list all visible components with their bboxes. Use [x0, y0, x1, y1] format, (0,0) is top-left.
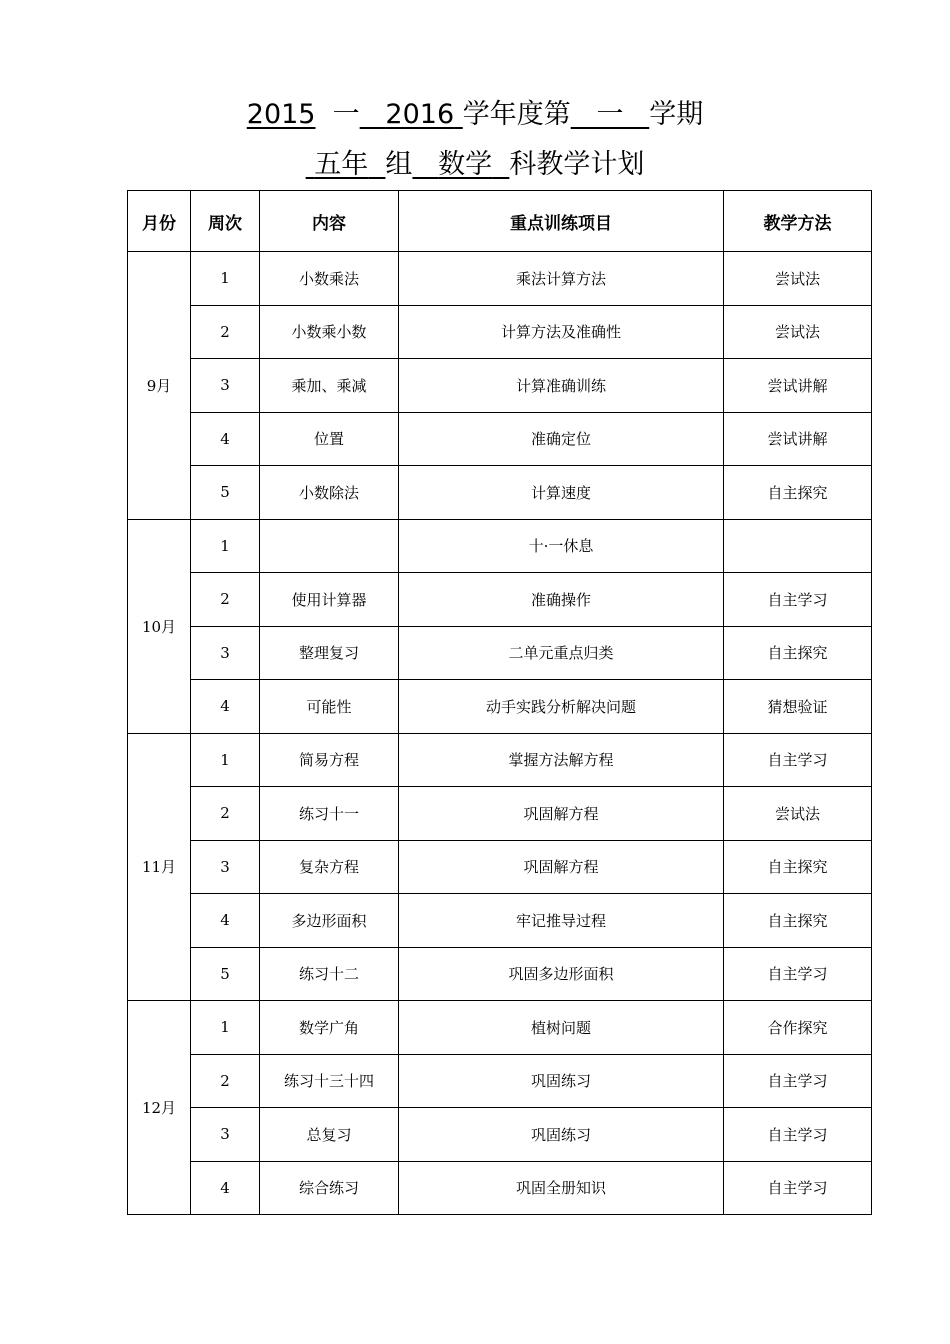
table-row	[128, 412, 872, 466]
title-line-1	[0, 98, 950, 132]
content-cell: 可能性	[260, 680, 399, 734]
focus-cell: 掌握方法解方程	[399, 733, 724, 787]
focus-cell: 计算速度	[399, 466, 724, 520]
method-cell: 猜想验证	[724, 680, 872, 734]
method-cell: 合作探究	[724, 1001, 872, 1055]
table-row	[128, 626, 872, 680]
focus-cell: 准确操作	[399, 573, 724, 627]
table-row	[128, 1001, 872, 1055]
plan-label: 科教学计划	[509, 149, 645, 180]
method-cell: 尝试讲解	[724, 359, 872, 413]
teaching-plan-table	[127, 190, 872, 1215]
content-cell: 位置	[260, 412, 399, 466]
table-body	[128, 252, 872, 1215]
week-cell: 4	[191, 1161, 260, 1215]
method-cell: 自主学习	[724, 1108, 872, 1162]
content-cell: 练习十三十四	[260, 1054, 399, 1108]
content-cell: 小数乘小数	[260, 305, 399, 359]
content-cell: 综合练习	[260, 1161, 399, 1215]
week-cell: 4	[191, 680, 260, 734]
week-cell: 4	[191, 412, 260, 466]
content-cell: 简易方程	[260, 733, 399, 787]
focus-cell: 动手实践分析解决问题	[399, 680, 724, 734]
content-cell: 练习十一	[260, 787, 399, 841]
table-row	[128, 947, 872, 1001]
month-cell: 12月	[128, 1001, 191, 1215]
table-row	[128, 1054, 872, 1108]
table-row	[128, 1108, 872, 1162]
table-row	[128, 573, 872, 627]
table-header-row	[128, 191, 872, 252]
term-field	[571, 99, 650, 130]
method-cell: 自主学习	[724, 733, 872, 787]
week-cell: 1	[191, 252, 260, 306]
week-cell: 2	[191, 1054, 260, 1108]
week-cell: 1	[191, 1001, 260, 1055]
method-cell: 自主学习	[724, 1161, 872, 1215]
week-cell: 3	[191, 359, 260, 413]
focus-cell: 牢记推导过程	[399, 894, 724, 948]
content-cell: 乘加、乘减	[260, 359, 399, 413]
grade-field	[306, 149, 386, 180]
content-cell: 总复习	[260, 1108, 399, 1162]
method-cell: 尝试法	[724, 252, 872, 306]
month-cell: 9月	[128, 252, 191, 520]
content-cell: 使用计算器	[260, 573, 399, 627]
focus-cell: 准确定位	[399, 412, 724, 466]
method-cell: 尝试讲解	[724, 412, 872, 466]
term-label: 学期	[649, 99, 704, 130]
content-cell: 复杂方程	[260, 840, 399, 894]
grade: 五年	[314, 149, 369, 180]
header-content: 内容	[260, 191, 399, 252]
focus-cell: 十·一休息	[399, 519, 724, 573]
focus-cell: 巩固练习	[399, 1108, 724, 1162]
table-row	[128, 733, 872, 787]
focus-cell: 巩固练习	[399, 1054, 724, 1108]
focus-cell: 二单元重点归类	[399, 626, 724, 680]
table-row	[128, 680, 872, 734]
week-cell: 5	[191, 947, 260, 1001]
table-row	[128, 519, 872, 573]
focus-cell: 乘法计算方法	[399, 252, 724, 306]
method-cell: 自主学习	[724, 947, 872, 1001]
content-cell: 练习十二	[260, 947, 399, 1001]
content-cell: 小数除法	[260, 466, 399, 520]
method-cell: 自主探究	[724, 894, 872, 948]
focus-cell: 计算方法及准确性	[399, 305, 724, 359]
method-cell: 自主探究	[724, 840, 872, 894]
method-cell	[724, 519, 872, 573]
week-cell: 3	[191, 840, 260, 894]
week-cell: 3	[191, 626, 260, 680]
table-row	[128, 252, 872, 306]
table-row	[128, 1161, 872, 1215]
method-cell: 自主探究	[724, 466, 872, 520]
header-month: 月份	[128, 191, 191, 252]
table-row	[128, 894, 872, 948]
week-cell: 4	[191, 894, 260, 948]
week-cell: 2	[191, 787, 260, 841]
year-start: 2015	[246, 99, 316, 130]
subject-field	[412, 149, 509, 180]
year-end-field	[360, 99, 463, 130]
content-cell: 多边形面积	[260, 894, 399, 948]
focus-cell: 植树问题	[399, 1001, 724, 1055]
week-cell: 1	[191, 733, 260, 787]
week-cell: 3	[191, 1108, 260, 1162]
term: 一	[596, 99, 624, 130]
method-cell: 自主学习	[724, 573, 872, 627]
method-cell: 自主学习	[724, 1054, 872, 1108]
focus-cell: 计算准确训练	[399, 359, 724, 413]
month-cell: 10月	[128, 519, 191, 733]
content-cell	[260, 519, 399, 573]
subject: 数学	[438, 149, 493, 180]
method-cell: 尝试法	[724, 305, 872, 359]
focus-cell: 巩固多边形面积	[399, 947, 724, 1001]
group-label: 组	[385, 149, 413, 180]
focus-cell: 巩固解方程	[399, 840, 724, 894]
header-week: 周次	[191, 191, 260, 252]
table-row	[128, 466, 872, 520]
title-line-2	[0, 148, 950, 182]
week-cell: 5	[191, 466, 260, 520]
content-cell: 数学广角	[260, 1001, 399, 1055]
table-row	[128, 787, 872, 841]
method-cell: 尝试法	[724, 787, 872, 841]
table-row	[128, 359, 872, 413]
header-focus: 重点训练项目	[399, 191, 724, 252]
table-row	[128, 840, 872, 894]
week-cell: 1	[191, 519, 260, 573]
content-cell: 小数乘法	[260, 252, 399, 306]
week-cell: 2	[191, 305, 260, 359]
focus-cell: 巩固解方程	[399, 787, 724, 841]
method-cell: 自主探究	[724, 626, 872, 680]
year-dash: 一	[332, 99, 360, 130]
focus-cell: 巩固全册知识	[399, 1161, 724, 1215]
month-cell: 11月	[128, 733, 191, 1001]
year-end: 2016	[385, 99, 455, 130]
content-cell: 整理复习	[260, 626, 399, 680]
header-method: 教学方法	[724, 191, 872, 252]
week-cell: 2	[191, 573, 260, 627]
table-row	[128, 305, 872, 359]
year-label: 学年度第	[462, 99, 571, 130]
